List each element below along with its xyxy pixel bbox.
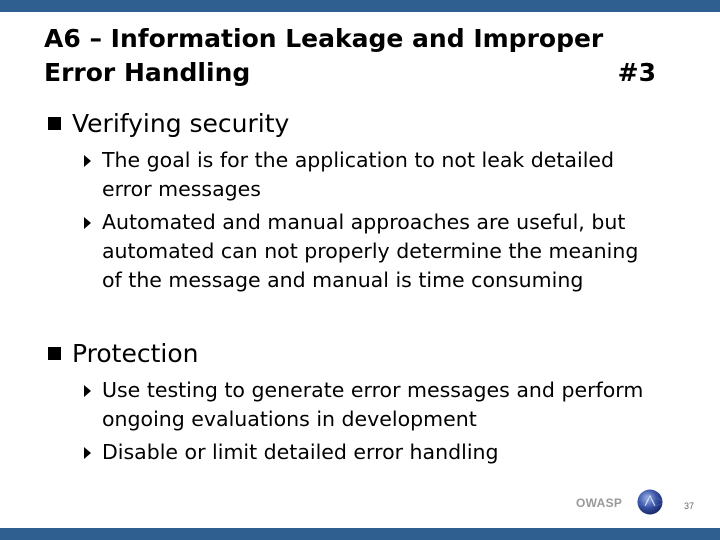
slide-title — [44, 22, 664, 90]
square-bullet-icon — [48, 117, 61, 130]
list-item — [102, 208, 662, 295]
list-item-text: Use testing to generate error messages and perform ongoing evaluations in development — [102, 378, 644, 431]
list-item — [102, 146, 662, 204]
page-number: 37 — [684, 501, 695, 511]
arrow-right-icon — [84, 385, 91, 397]
section-heading: Verifying security — [72, 109, 290, 138]
arrow-right-icon — [84, 155, 91, 167]
title-number: #3 — [617, 58, 656, 87]
section-verifying-security — [40, 108, 680, 140]
section-heading: Protection — [72, 339, 199, 368]
title-line-2 — [44, 56, 656, 90]
list-item-text: The goal is for the application to not leak detailed error messages — [102, 148, 615, 201]
square-bullet-icon — [48, 347, 61, 360]
list-item — [102, 376, 662, 434]
owasp-logo-text: OWASP — [576, 496, 623, 510]
arrow-right-icon — [84, 217, 91, 229]
slide-content — [40, 108, 680, 467]
title-subtitle: Error Handling — [44, 58, 251, 87]
arrow-right-icon — [84, 447, 91, 459]
list-item-text: Disable or limit detailed error handling — [102, 440, 499, 464]
list-item — [102, 438, 662, 467]
list-item-text: Automated and manual approaches are useful, but automated can not properly determine the meaning of the message and manual is time consuming — [102, 210, 639, 292]
bottom-bar — [0, 528, 720, 540]
title-line-1: A6 – Information Leakage and Improper — [44, 24, 604, 53]
owasp-globe-icon — [636, 488, 664, 516]
top-bar — [0, 0, 720, 12]
section-protection — [40, 338, 680, 370]
